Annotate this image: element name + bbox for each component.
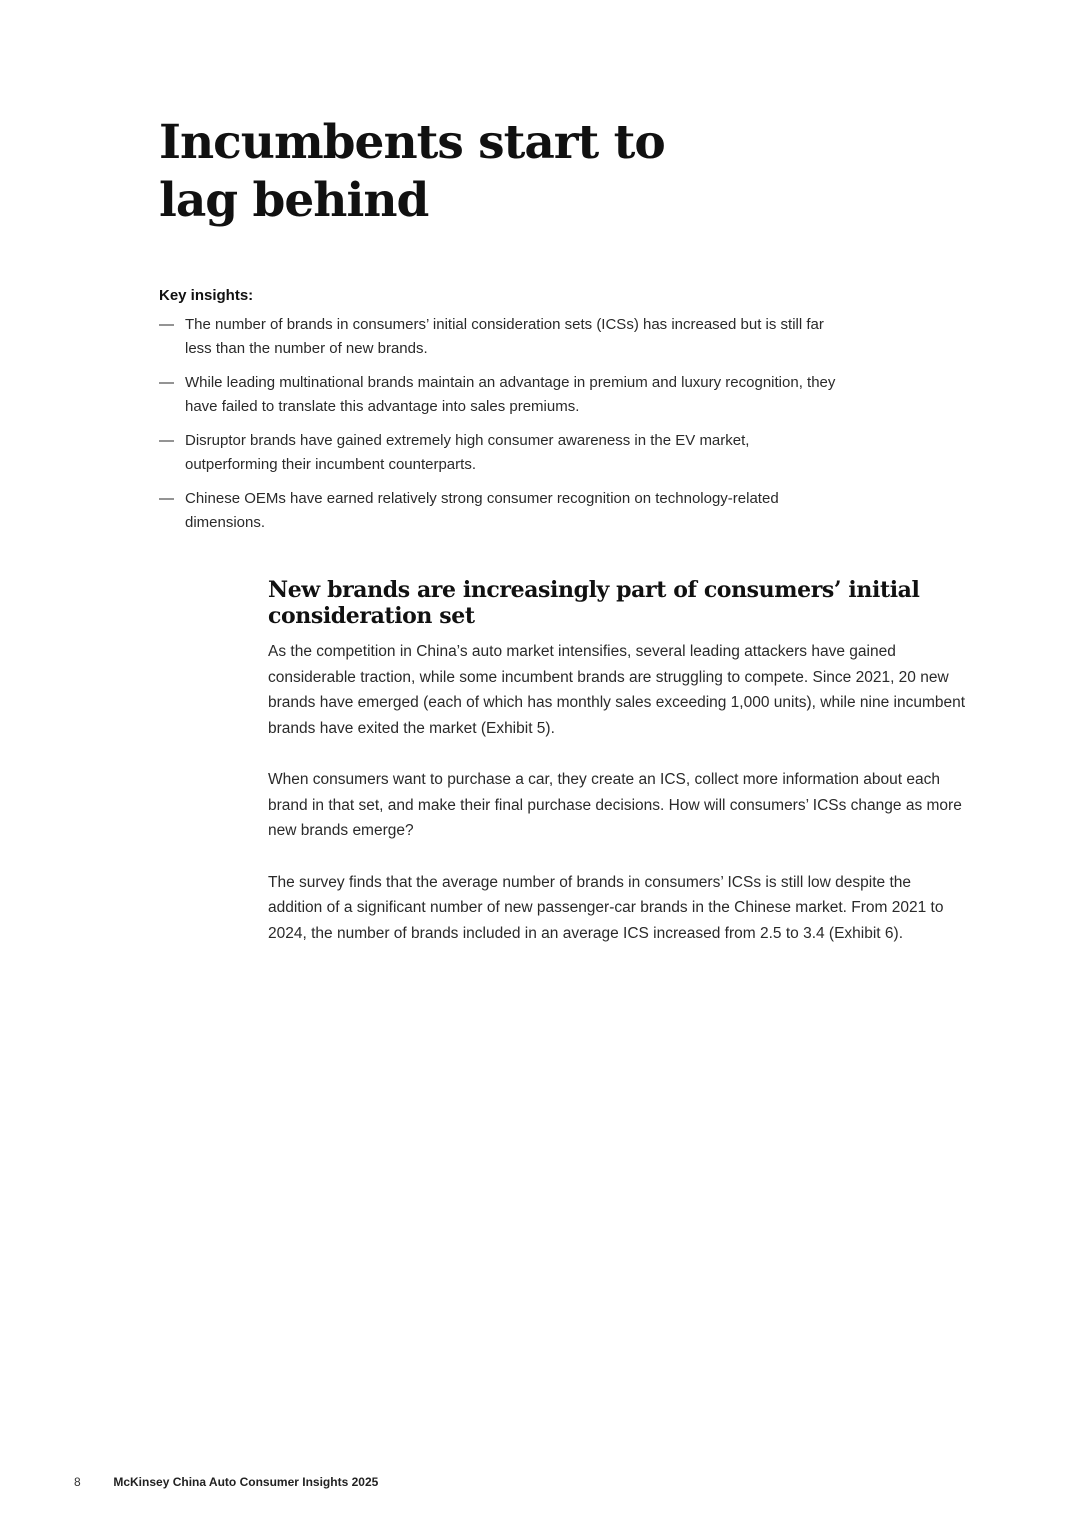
- page-title: Incumbents start to lag behind: [159, 115, 665, 228]
- key-insights-heading: Key insights:: [159, 287, 254, 304]
- section-heading: New brands are increasingly part of consumers’ initial consideration set: [268, 577, 920, 629]
- dash-bullet-icon: —: [159, 374, 174, 391]
- key-insights: [159, 285, 839, 545]
- page-number: 8: [74, 1475, 81, 1489]
- insight-text: Chinese OEMs have earned relatively strong consumer recognition on technology-related dimensions.: [185, 490, 779, 531]
- dash-bullet-icon: —: [159, 490, 174, 507]
- dash-bullet-icon: —: [159, 316, 174, 333]
- insight-text: The number of brands in consumers’ initial consideration sets (ICSs) has increased but is still far less than the number of new brands.: [185, 316, 824, 357]
- list-item: [159, 429, 839, 477]
- insight-text: Disruptor brands have gained extremely high consumer awareness in the EV market, outperforming their incumbent counterparts.: [185, 432, 750, 473]
- article-section: [268, 577, 968, 972]
- body-paragraph: As the competition in China’s auto market intensifies, several leading attackers have gained considerable traction, while some incumbent brands are struggling to compete. Since 2021, 20 new brands have emerged (each of which has monthly sales exceeding 1,000 units), while nine incumbent brands have exited the market (Exhibit 5).: [268, 643, 966, 737]
- publication-title: McKinsey China Auto Consumer Insights 2025: [113, 1475, 379, 1489]
- body-paragraph: The survey finds that the average number of brands in consumers’ ICSs is still low despite the addition of a significant number of new passenger-car brands in the Chinese market. From 2021 to 2024, the number of brands included in an average ICS increased from 2.5 to 3.4 (Exhibit 6).: [268, 873, 944, 942]
- key-insights-list: [159, 313, 839, 535]
- body-paragraph: When consumers want to purchase a car, they create an ICS, collect more information about each brand in that set, and make their final purchase decisions. How will consumers’ ICSs change as more new brands emerge?: [268, 771, 962, 839]
- list-item: [159, 487, 839, 535]
- page-footer: [74, 1474, 378, 1490]
- list-item: [159, 313, 839, 361]
- insight-text: While leading multinational brands maintain an advantage in premium and luxury recognition, they have failed to translate this advantage into sales premiums.: [185, 374, 836, 415]
- list-item: [159, 371, 839, 419]
- dash-bullet-icon: —: [159, 432, 174, 449]
